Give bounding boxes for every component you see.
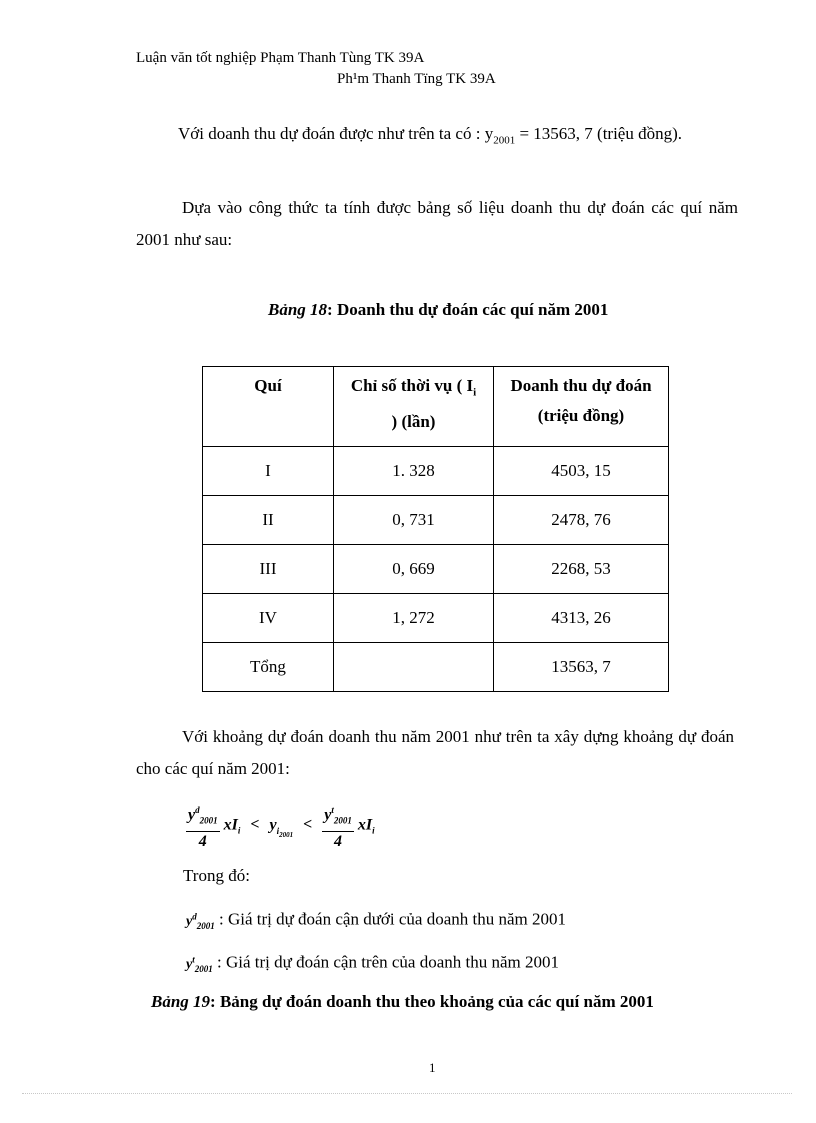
paragraph-forecast-total — [136, 118, 733, 156]
table19-caption-label: Bảng 19 — [151, 992, 211, 1011]
table18-caption-text: : Doanh thu dự đoán các quí năm 2001 — [327, 300, 609, 319]
cell-quarter: I — [203, 447, 334, 496]
table-18 — [202, 366, 669, 692]
header-forecast-revenue: Doanh thu dự đoán (triệu đồng) — [494, 367, 669, 447]
table19-caption-text: : Bảng dự đoán doanh thu theo khoảng của các quí năm 2001 — [210, 992, 654, 1011]
where-label: Trong đó: — [183, 866, 250, 885]
definition-upper-bound: $y^t_{2001}$ : Giá trị dự đoán cận trên của doanh thu năm 2001 — [186, 952, 560, 974]
page-number: 1 — [429, 1060, 436, 1075]
running-header: Luận văn tốt nghiệp Phạm Thanh Tùng TK 39A — [136, 50, 425, 66]
formula-lower-fraction: $\frac{y^d_{2001}}{4}$ — [186, 800, 220, 852]
symbol-lower-bound: $y^d_{2001}$ — [186, 911, 215, 931]
header-seasonal-index: Chỉ số thời vụ ( $I_i$ ) (lần) — [334, 367, 494, 447]
page-bottom-divider — [22, 1093, 792, 1094]
cell-quarter: III — [203, 545, 334, 594]
header-quarter: Quí — [203, 367, 334, 447]
para1-text-after: = 13563, 7 (triệu đồng). — [515, 124, 683, 143]
cell-quarter: Tổng — [203, 643, 334, 692]
para1-text-before: Với doanh thu dự đoán được như trên ta có : y — [178, 124, 494, 143]
cell-index: 0, 731 — [334, 496, 494, 545]
symbol-upper-bound: $y^t_{2001}$ — [186, 954, 213, 974]
table-row — [203, 594, 669, 643]
table-row — [203, 545, 669, 594]
cell-revenue: 4503, 15 — [494, 447, 669, 496]
cell-revenue: 2478, 76 — [494, 496, 669, 545]
interval-formula: $\frac{y^d_{2001}}{4}$ $xI_i < y_{i_{2001}}$ < $\frac{y^t_{2001}}{4}$ $xI_i$ — [186, 800, 375, 852]
cell-index: 1, 272 — [334, 594, 494, 643]
running-header-garbled: Ph¹m Thanh Tïng TK 39A — [337, 71, 496, 87]
para3-text: Với khoảng dự đoán doanh thu năm 2001 như trên ta xây dựng khoảng dự đoán cho các quí năm 2001: — [136, 727, 734, 778]
cell-quarter: IV — [203, 594, 334, 643]
table18-caption-label: Bảng 18 — [268, 300, 328, 319]
paragraph-interval-intro — [136, 721, 734, 785]
para1-subscript: 2001 — [493, 134, 516, 147]
para2-text: Dựa vào công thức ta tính được bảng số liệu doanh thu dự đoán các quí năm 2001 như sau: — [136, 198, 738, 249]
table18-caption — [268, 300, 608, 320]
cell-index: 0, 669 — [334, 545, 494, 594]
table-header-row — [203, 367, 669, 447]
cell-index — [334, 643, 494, 692]
cell-index: 1. 328 — [334, 447, 494, 496]
paragraph-table-intro — [136, 192, 738, 256]
table-row — [203, 447, 669, 496]
table-row — [203, 496, 669, 545]
cell-revenue: 2268, 53 — [494, 545, 669, 594]
table19-caption — [151, 992, 654, 1012]
table-row-total — [203, 643, 669, 692]
formula-upper-fraction: $\frac{y^t_{2001}}{4}$ — [322, 800, 354, 852]
definition-lower-bound: $y^d_{2001}$ : Giá trị dự đoán cận dưới của doanh thu năm 2001 — [186, 909, 566, 931]
cell-revenue: 13563, 7 — [494, 643, 669, 692]
cell-revenue: 4313, 26 — [494, 594, 669, 643]
cell-quarter: II — [203, 496, 334, 545]
